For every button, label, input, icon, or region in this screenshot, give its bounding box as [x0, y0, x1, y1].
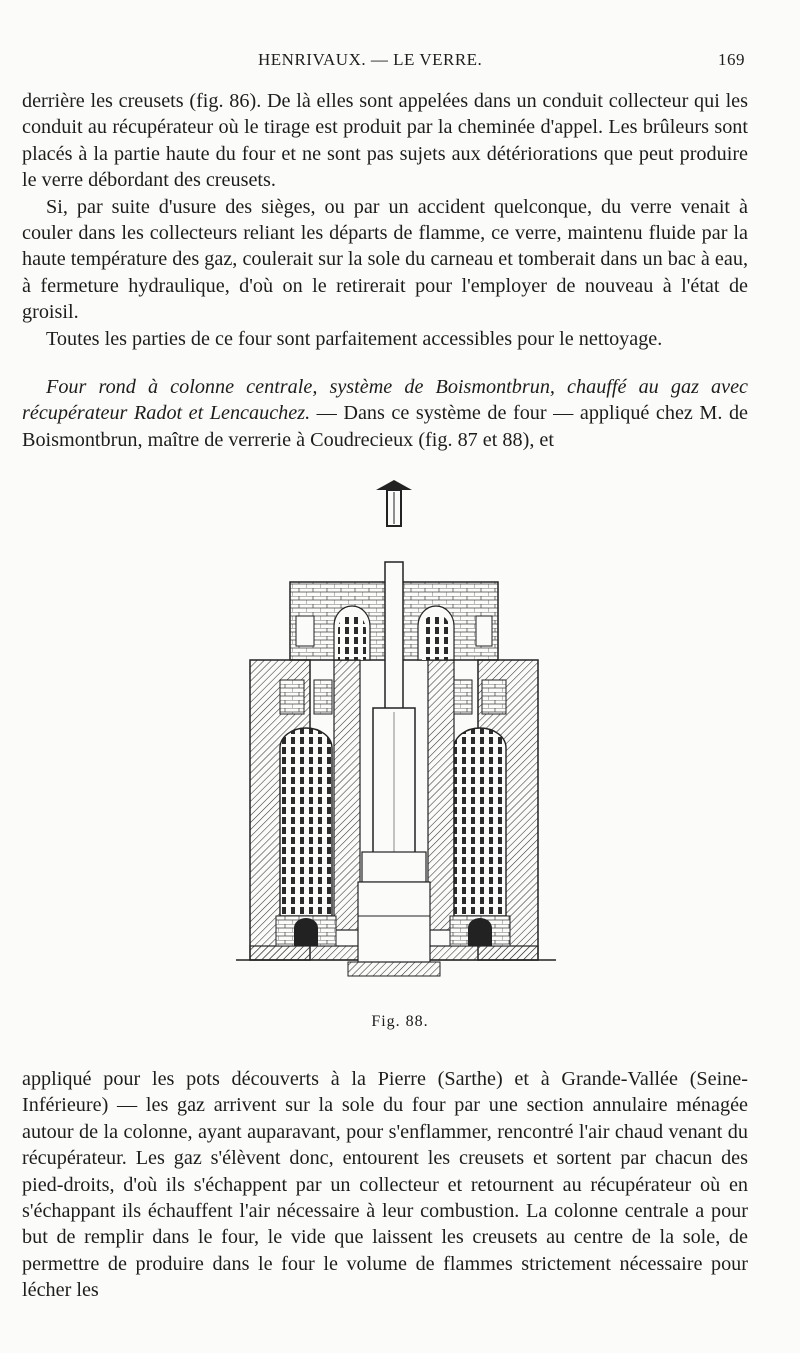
- paragraph: derrière les creusets (fig. 86). De là elles sont appelées dans un conduit collecteur qui les conduit au récupérateur où le tirage est produit par la cheminée d'appel. Les brûleurs sont placés à la partie haute du four et ne sont pas sujets aux détériorations que peut produire le verre débordant des creusets.: [22, 90, 748, 192]
- page-number: 169: [718, 50, 745, 69]
- paragraph: appliqué pour les pots découverts à la Pierre (Sarthe) et à Grande-Vallée (Seine-Inférieure) — les gaz arrivent sur la sole du four par une section annulaire ménagée autour de la colonne, ayant auparavant, pour s'enflammer, rencontré l'air chaud venant du récupérateur. Les gaz s'élèvent donc, entourent les creusets et sortent par chacun des pied-droits, d'où ils s'échappent par un collecteur et retournent au récupérateur où en s'échappant ils échauffent l'air nécessaire à leur combustion. La colonne centrale a pour but de remplir dans le four, le vide que laissent les creusets au centre de la sole, de permettre de produire dans le four le volume de flammes strictement nécessaire pour lécher les: [22, 1068, 748, 1302]
- chimney-cap: [376, 480, 412, 526]
- figure-caption: Fig. 88.: [371, 1013, 429, 1030]
- furnace-cross-section-drawing: [236, 476, 566, 1006]
- paragraph: Si, par suite d'usure des sièges, ou par un accident quelconque, du verre venait à couler dans les collecteurs reliant les départs de flamme, ce verre, maintenu fluide par la haute température des gaz, coulerait sur la sole du carneau et tomberait dans un bac à eau, à fermeture hydraulique, d'où on le retirerait pour l'employer de nouveau à l'état de groisil.: [22, 195, 748, 324]
- lower-well: [348, 882, 440, 976]
- body-text-bottom: [22, 1066, 748, 1304]
- running-title: HENRIVAUX. — LE VERRE.: [258, 50, 483, 69]
- paragraph: Toutes les parties de ce four sont parfaitement accessibles pour le nettoyage.: [46, 327, 663, 350]
- furnace-illustration: [236, 476, 566, 1006]
- section-body: — Dans ce système de four — appliqué chez M. de Boismontbrun, maître de verrerie à Coudrecieux (fig. 87 et 88), et: [22, 402, 749, 451]
- section-paragraph-text: [22, 374, 748, 453]
- section-title: Four rond à colonne centrale, système de Boismontbrun, chauffé au gaz avec récupérateur Radot et Lencauchez.: [22, 376, 748, 425]
- section-paragraph: [22, 374, 748, 453]
- body-text-top: [22, 88, 748, 352]
- running-head: [0, 50, 800, 76]
